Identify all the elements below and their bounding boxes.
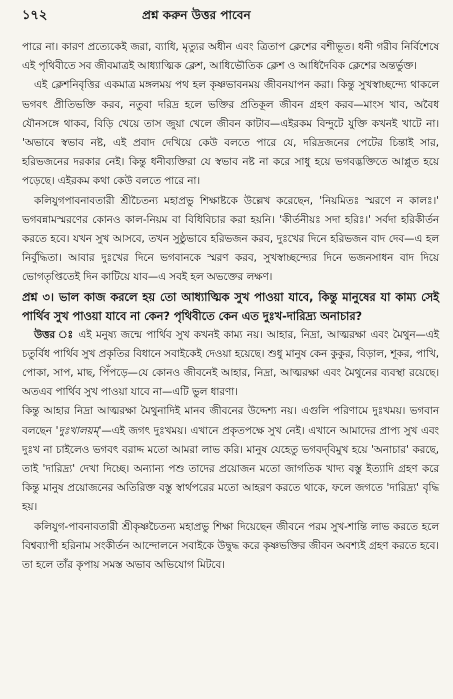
paragraph-2: এই ক্লেশনিবৃত্তির একমাত্র মঙ্গলময় পথ হল কৃষ্ণভাবনময় জীবনযাপন করা। কিন্তু সুখস্বাচ্ছন্দ্যে থাকলে ভগবৎ প্রীতিভক্তি করব, নতুবা দরিদ্র হলে ভক্তির প্রতিকূল জীবন গ্রহণ করব—মাংস খাব, অবৈধ যৌনসঙ্গে থাকব, বিড়ি খেয়ে তাস জুয়া খেলে জীবন কাটাব—এইরকম বিন্দুটে যুক্তি কখনই খাটে না। 'অভাবে স্বভাব নষ্ট, এই প্রবাদ দেখিয়ে কেউ বলতে পারে যে, দরিদ্রজনের পেটের চিন্তাই সার, হরিভজনের দরকার নেই। কিন্তু ধনীব্যক্তিরা যে স্বভাব নষ্ট না করে সাধু হয়ে ভগবদ্ভক্তিতে আপ্লুত হয়ে পড়েছে। এইরকম কথা কেউ বলতে পারে না। [22, 79, 439, 188]
answer-text-2b: '—এই জগৎ দুঃখময়। এখানে প্রকৃতপক্ষে সুখ নেই। এখানে আমাদের প্রাপ্য সুখ এবং দুঃখ না চাইলেও ভগবৎ বরাদ্দ মতো আমরা লাভ করি। মানুষ যেহেতু ভগবদ্‌বিমুখ হয়ে 'অনাচার' করছে, তাই 'দারিদ্র্য' দেখা দিচ্ছে। অন্যান্য পশু তাদের প্রয়োজন মতো জাগতিক খাদ্য বস্তু ইত্যাদি গ্রহণ করে কিন্তু মানুষ প্রয়োজনের অতিরিক্ত বস্তু স্বার্থপরের মতো আহরণ করতে থাকে, ফলে জগতে 'দারিদ্র্য' বৃদ্ধি হয়। [22, 424, 439, 514]
page-header [22, 6, 439, 28]
answer-paragraph-2 [22, 402, 439, 517]
paragraph-1: পারে না। কারণ প্রত্যেকেই জরা, ব্যাধি, মৃত্যুর অধীন এবং ত্রিতাপ ক্লেশের বশীভূত। ধনী গরীব নির্বিশেষে এই পৃথিবীতে সব জীবমাত্রই আধ্যাত্মিক ক্লেশ, আধিভৌতিক ক্লেশ ও আধিদৈবিক ক্লেশের অন্তর্ভুক্ত। [22, 41, 439, 73]
question-3: প্রশ্ন ৩। ভাল কাজ করলে হয় তো আধ্যাত্মিক সুখ পাওয়া যাবে, কিন্তু মানুষের যা কাম্য সেই পার্থিব সুখ পাওয়া যাবে না কেন? পৃথিবীতে কেন এত দুঃখ-দারিদ্র্য অনাচার? [22, 290, 439, 323]
answer-text-2a: কিন্তু আহার নিদ্রা আত্মরক্ষা মৈথুনাদিই মানব জীবনের উদ্দেশ্য নয়। এগুলি পরিণামে দুঃখময়। ভগবান বলছেন ' [22, 405, 439, 437]
answer-paragraph-3: কলিযুগ-পাবনাবতারী শ্রীকৃষ্ণচৈতন্য মহাপ্রভু শিক্ষা দিয়েছেন জীবনে পরম সুখ-শান্তি লাভ করতে হলে বিশ্বব্যাপী হরিনাম সংকীর্তন আন্দোলনে সবাইকে উদ্বুদ্ধ করে কৃষ্ণভক্তির জীবন অবশ্যই গ্রহণ করতে হবে। তা হলে তাঁর কৃপায় সমস্ত অভাব অভিযোগ মিটবে। [22, 520, 439, 572]
answer-label: উত্তর ঃ [34, 328, 75, 341]
running-title: প্রশ্ন করুন উত্তর পাবেন [142, 8, 251, 22]
answer-text-1: এই মনুষ্য জন্মে পার্থিব সুখ কখনই কাম্য নয়। আহার, নিদ্রা, আত্মরক্ষা এবং মৈথুন—এই চতুর্বিধ পার্থিব সুখ প্রকৃতির বিধানে সবাইকেই দেওয়া হয়েছে। শুধু মানুষ কেন কুকুর, বিড়াল, শূকর, পাখি, পোকা, সাপ, মাছ, পিঁপড়ে—যে কোনও জীবনেই আহার, নিদ্রা, আত্মরক্ষা এবং মৈথুনের ব্যবস্থা রয়েছে। অতএব পার্থিব সুখ পাওয়া যাবে না—এটি ভুল ধারণা। [22, 328, 439, 399]
paragraph-3: কলিযুগপাবনাবতারী শ্রীচৈতন্য মহাপ্রভু শিক্ষাষ্টকে উল্লেখ করেছেন, 'নিয়মিতঃ স্মরণে ন কালঃ।' ভগবন্নামস্মরণের কোনও কাল-নিয়ম বা বিধিবিচার করা হয়নি। 'কীর্তনীয়ঃ সদা হরিঃ।' সর্বদা হরিকীর্তন করতে হবে। যখন সুখ আসবে, তখন সুষ্ঠুভাবে হরিভজন করব, দুঃখের দিনে হরিভজন বাদ দেব—এ হল নির্বুদ্ধিতা। আবার দুঃখের দিনে ভগবানকে স্মরণ করব, সুখস্বাচ্ছন্দ্যের দিনে ভজনসাধন বাদ দিয়ে ভোগতৃপ্তিতেই দিন কাটিয়ে যাব—এ সবই হল অভক্তের লক্ষণ। [22, 194, 439, 284]
answer-quote: দুঃখালয়ম্ [58, 424, 99, 437]
answer-paragraph-1 [22, 326, 439, 403]
page-body [22, 38, 439, 575]
page-number: ১৭২ [22, 8, 48, 23]
